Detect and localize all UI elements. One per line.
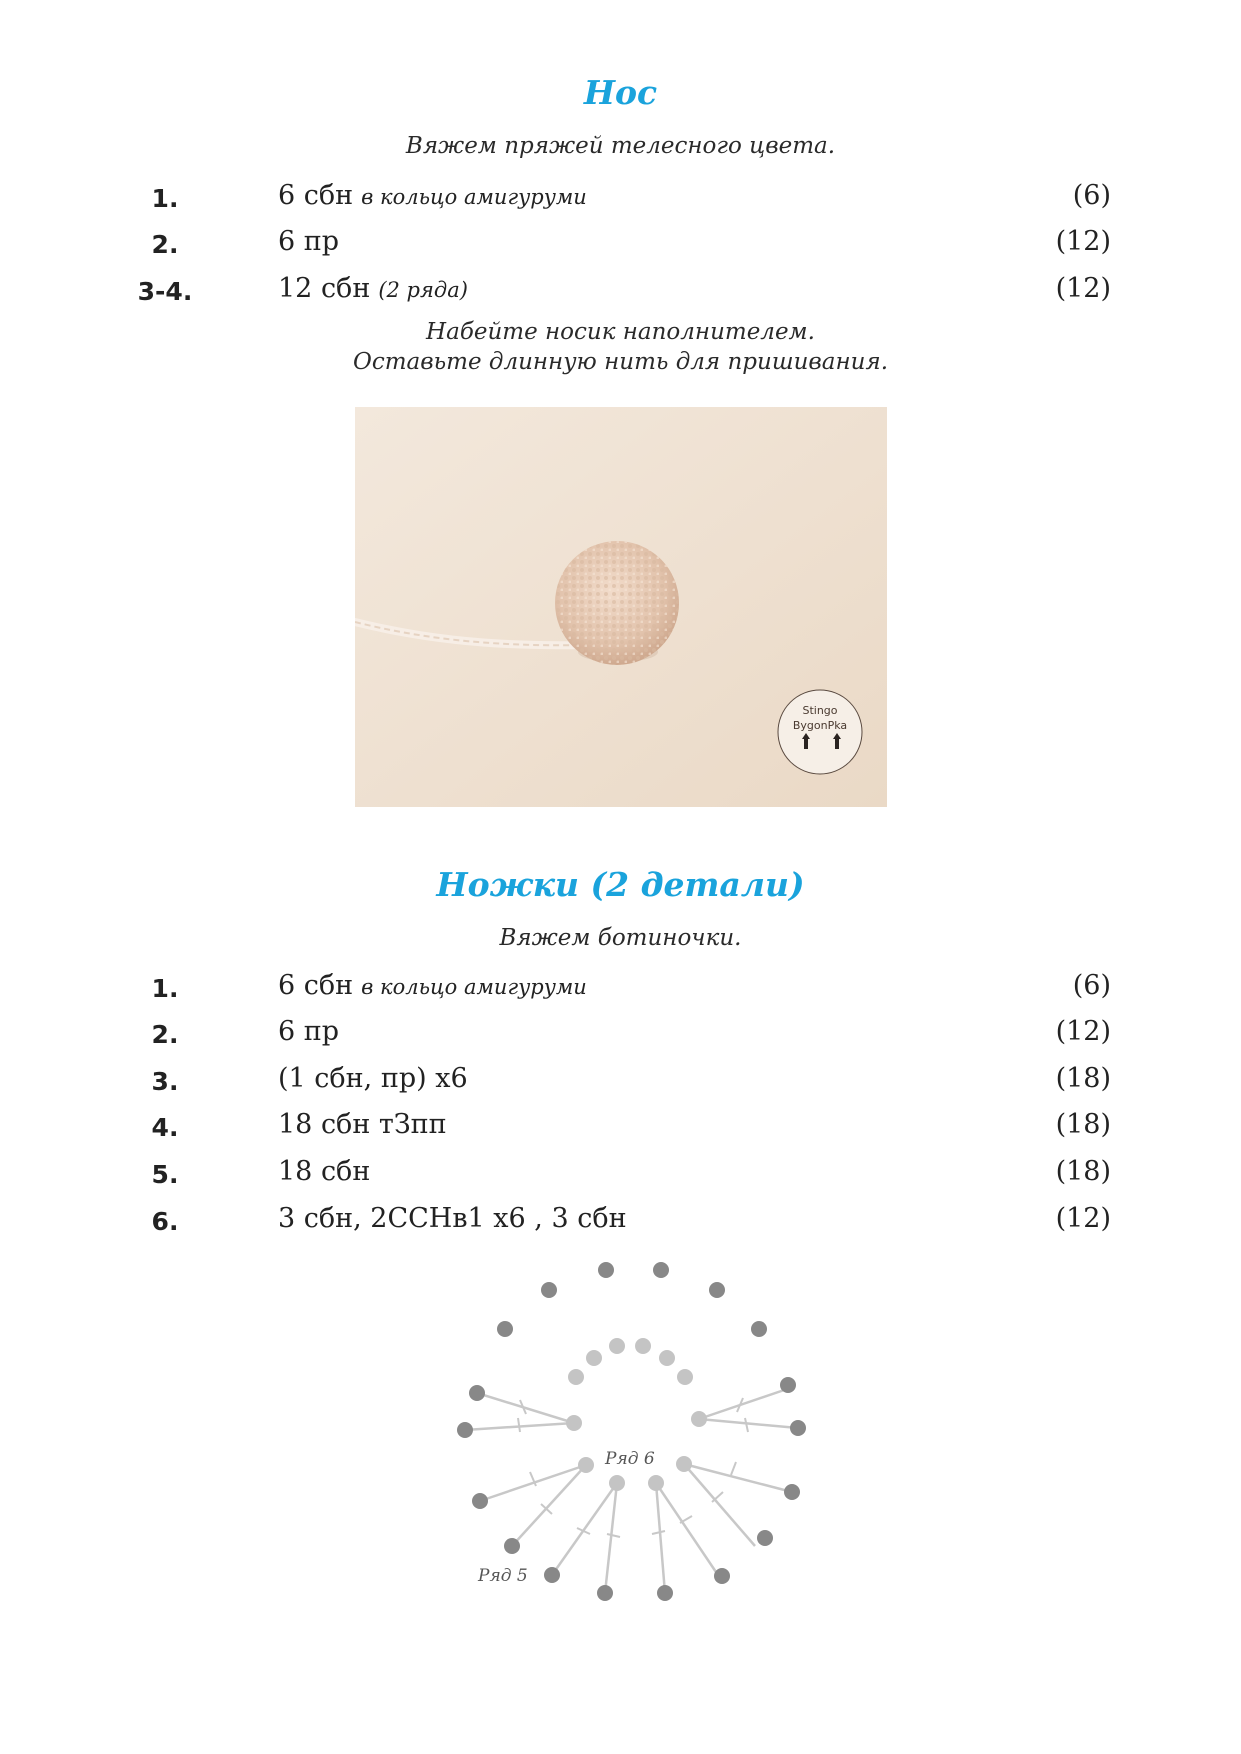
- label-row5: Ряд 5: [478, 1566, 528, 1586]
- row-count: (18): [1055, 1109, 1111, 1140]
- row-number: 2.: [151, 1020, 179, 1049]
- row-instruction: [278, 273, 468, 304]
- row-text: 18 сбн: [278, 1156, 371, 1187]
- row-instruction: [278, 970, 587, 1001]
- logo-text-2: BygonPka: [792, 719, 848, 732]
- row-count: (12): [1055, 273, 1111, 304]
- pattern-row: [0, 226, 1241, 266]
- nose-outro-2: Оставьте длинную нить для пришивания.: [352, 349, 889, 375]
- row-count: (6): [1072, 180, 1111, 211]
- row-number: 5.: [151, 1160, 179, 1189]
- row-count: (12): [1055, 226, 1111, 257]
- row-number: 3-4.: [137, 277, 193, 306]
- pattern-row: [0, 273, 1241, 313]
- row-text: 12 сбн: [278, 273, 371, 304]
- row-instruction: [278, 226, 347, 257]
- row-text: 3 сбн, 2ССНв1 х6 , 3 сбн: [278, 1203, 627, 1234]
- pattern-row: [0, 1063, 1241, 1103]
- legs-intro: Вяжем ботиночки.: [499, 925, 742, 951]
- watermark-logo: [778, 690, 862, 774]
- stitch-lines: [465, 1387, 798, 1593]
- stitch-diagram-svg: [440, 1250, 830, 1630]
- pattern-row: [0, 1016, 1241, 1056]
- row-note: в кольцо амигуруми: [361, 185, 587, 209]
- row-text: 6 пр: [278, 1016, 340, 1047]
- outer-ring-stitches: [457, 1262, 806, 1601]
- pattern-row: [0, 1156, 1241, 1196]
- row-number: 2.: [151, 230, 179, 259]
- pattern-row: [0, 1203, 1241, 1243]
- logo-text-1: Stingo: [802, 704, 838, 717]
- row-text: 6 сбн: [278, 180, 354, 211]
- row-text: 6 пр: [278, 226, 340, 257]
- nose-photo-image: [355, 407, 887, 807]
- row-instruction: [278, 1203, 627, 1234]
- row-count: (6): [1072, 970, 1111, 1001]
- row-text: 6 сбн: [278, 970, 354, 1001]
- section-title-legs: Ножки (2 детали): [436, 865, 805, 904]
- row-instruction: [278, 1063, 468, 1094]
- pattern-row: [0, 1109, 1241, 1149]
- row-note: (2 ряда): [378, 278, 468, 302]
- row-count: (12): [1055, 1203, 1111, 1234]
- row-number: 6.: [151, 1207, 179, 1236]
- nose-outro-1: Набейте носик наполнителем.: [426, 319, 815, 345]
- row-number: 1.: [151, 184, 179, 213]
- row-number: 4.: [151, 1113, 179, 1142]
- row-instruction: [278, 180, 587, 211]
- row-instruction: [278, 1016, 339, 1047]
- row-note: в кольцо амигуруми: [361, 975, 587, 999]
- row-count: (12): [1055, 1016, 1111, 1047]
- nose-photo: [355, 407, 887, 807]
- row-count: (18): [1055, 1156, 1111, 1187]
- section-title-nose: Нос: [583, 73, 658, 112]
- pattern-row: [0, 180, 1241, 220]
- row-instruction: [278, 1109, 447, 1140]
- row-instruction: [278, 1156, 370, 1187]
- label-row6: Ряд 6: [605, 1449, 655, 1469]
- row-number: 3.: [151, 1067, 179, 1096]
- pattern-row: [0, 970, 1241, 1010]
- stitch-diagram: [440, 1250, 830, 1630]
- nose-intro: Вяжем пряжей телесного цвета.: [405, 133, 836, 159]
- row-count: (18): [1055, 1063, 1111, 1094]
- row-text: (1 сбн, пр) х6: [278, 1063, 468, 1094]
- row-text: 18 сбн тЗпп: [278, 1109, 447, 1140]
- row-number: 1.: [151, 974, 179, 1003]
